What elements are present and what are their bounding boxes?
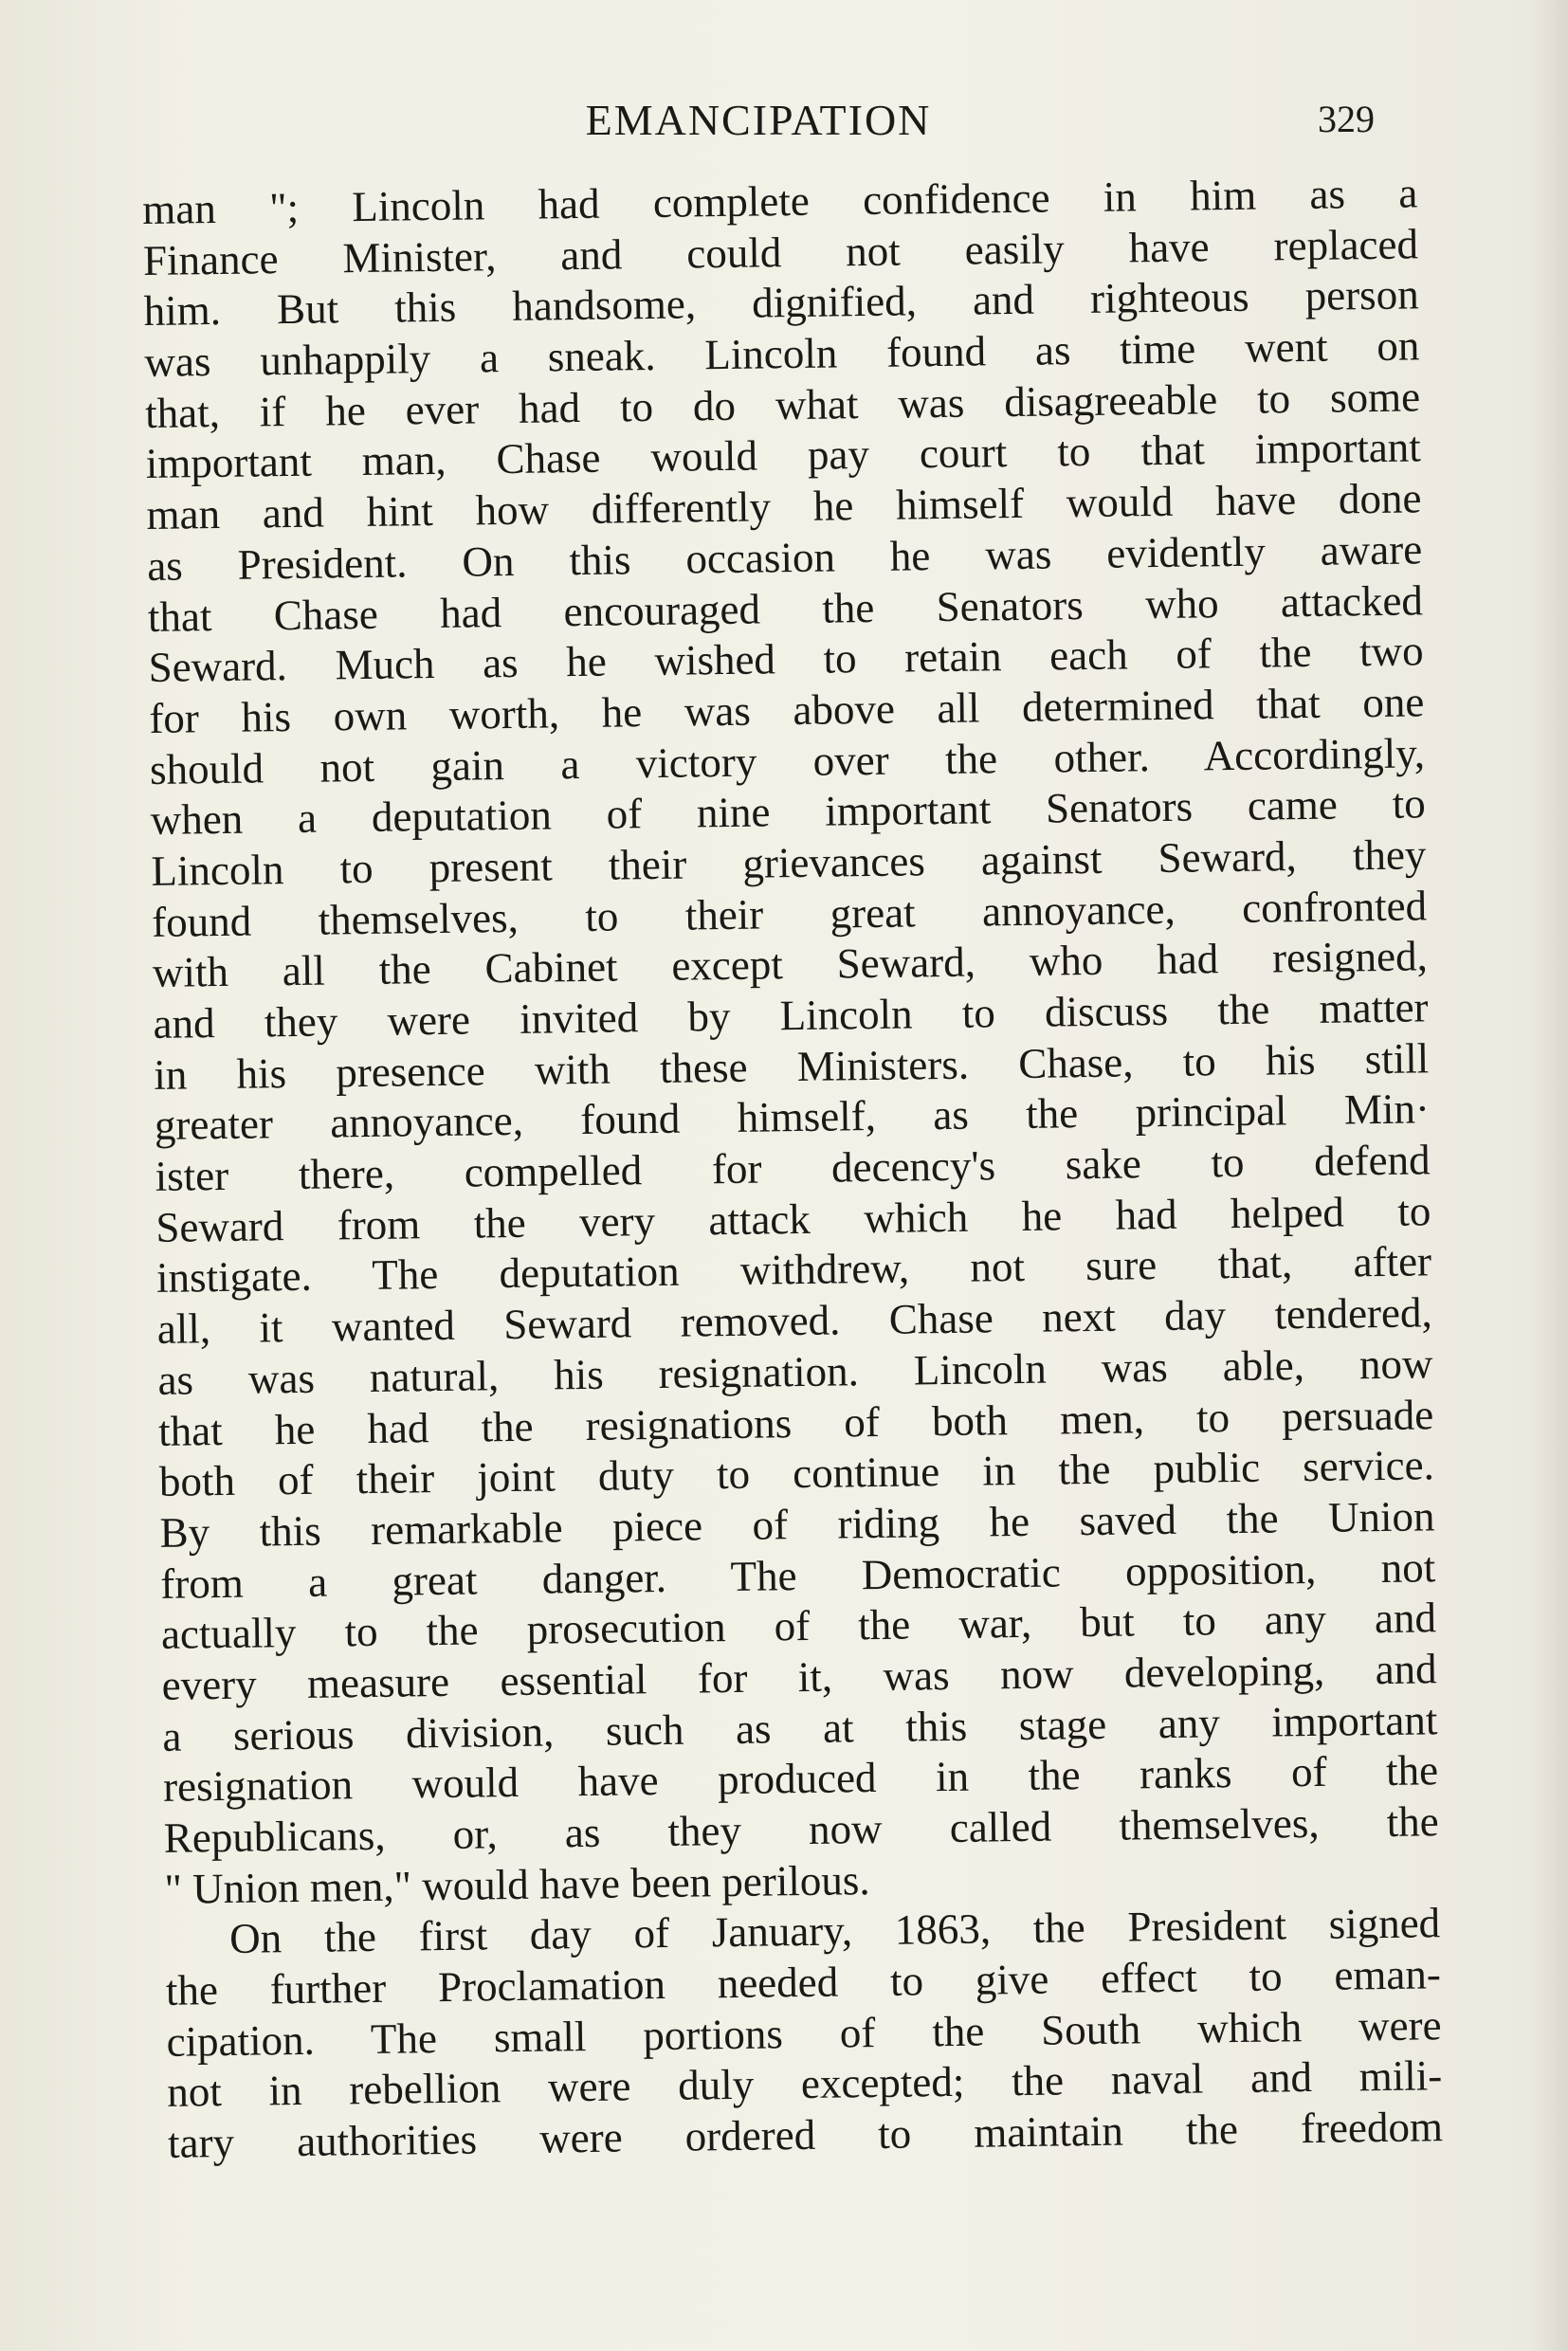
chapter-title: EMANCIPATION (585, 96, 932, 144)
text-line: from a great danger. The Democratic opposition, not (159, 1542, 1436, 1608)
text-line: not in rebellion were duly excepted; the naval and mili- (167, 2051, 1443, 2117)
text-line: tary authorities were ordered to maintain the freedom (167, 2103, 1444, 2167)
text-line: that, if he ever had to do what was disagreeable to some (144, 373, 1421, 437)
text-line: actually to the prosecution of the war, but to any and (160, 1594, 1437, 1659)
text-line: Seward from the very attack which he had helped to (155, 1187, 1431, 1251)
text-line: as was natural, his resignation. Lincoln was able, now (157, 1340, 1433, 1404)
text-line: cipation. The small portions of the South which were (166, 2000, 1442, 2066)
text-line: ister there, compelled for decency's sake to defend (155, 1136, 1431, 1200)
text-line: greater annoyance, found himself, as the principal Min· (154, 1084, 1431, 1150)
text-line: in his presence with these Ministers. Chase, to his still (153, 1034, 1430, 1099)
text-line: when a deputation of nine important Senators came to (150, 779, 1426, 845)
paragraph-start-line: On the first day of January, 1863, the President signed (228, 1899, 1441, 1963)
text-line: every measure essential for it, was now developing, and (161, 1645, 1437, 1709)
text-line: should not gain a victory over the other. Accordingly, (149, 728, 1426, 793)
text-line: man "; Lincoln had complete confidence in him as a (142, 169, 1418, 233)
running-head (142, 95, 1375, 161)
text-line: as President. On this occasion he was evidently aware (146, 525, 1423, 590)
text-line: found themselves, to their great annoyance, confronted (151, 881, 1428, 946)
text-line: both of their joint duty to continue in the public service. (158, 1441, 1435, 1506)
text-line: Finance Minister, and could not easily have replaced (142, 220, 1419, 284)
body-text (142, 168, 1443, 2169)
text-line: that he had the resignations of both men, to persuade (157, 1390, 1434, 1455)
text-line: important man, Chase would pay court to that important (145, 423, 1422, 488)
text-line: the further Proclamation needed to give effect to eman- (165, 1950, 1442, 2014)
text-line: him. But this handsome, dignified, and righteous person (143, 270, 1419, 336)
text-line: Republicans, or, as they now called themselves, the (163, 1797, 1440, 1862)
text-line: man and hint how differently he himself would have done (146, 474, 1422, 539)
text-line: resignation would have produced in the ranks of the (162, 1746, 1439, 1812)
text-line: with all the Cabinet except Seward, who had resigned, (152, 932, 1429, 997)
text-line: Seward. Much as he wished to retain each of the two (148, 627, 1424, 692)
text-line: instigate. The deputation withdrew, not sure that, after (155, 1237, 1432, 1303)
paragraph-end-line: " Union men," would have been perilous. (164, 1855, 870, 1913)
text-line: was unhappily a sneak. Lincoln found as time went on (144, 321, 1420, 387)
page-number: 329 (1318, 98, 1375, 140)
text-line: By this remarkable piece of riding he saved the Union (159, 1492, 1435, 1557)
text-line: a serious division, such as at this stage any important (162, 1695, 1438, 1760)
text-line: and they were invited by Lincoln to discuss the matter (153, 983, 1429, 1048)
text-line: that Chase had encouraged the Senators who attacked (147, 575, 1424, 641)
text-line: all, it wanted Seward removed. Chase next day tendered, (156, 1288, 1433, 1354)
text-line: for his own worth, he was above all determined that one (149, 678, 1425, 742)
text-line: Lincoln to present their grievances against Seward, they (151, 830, 1427, 895)
